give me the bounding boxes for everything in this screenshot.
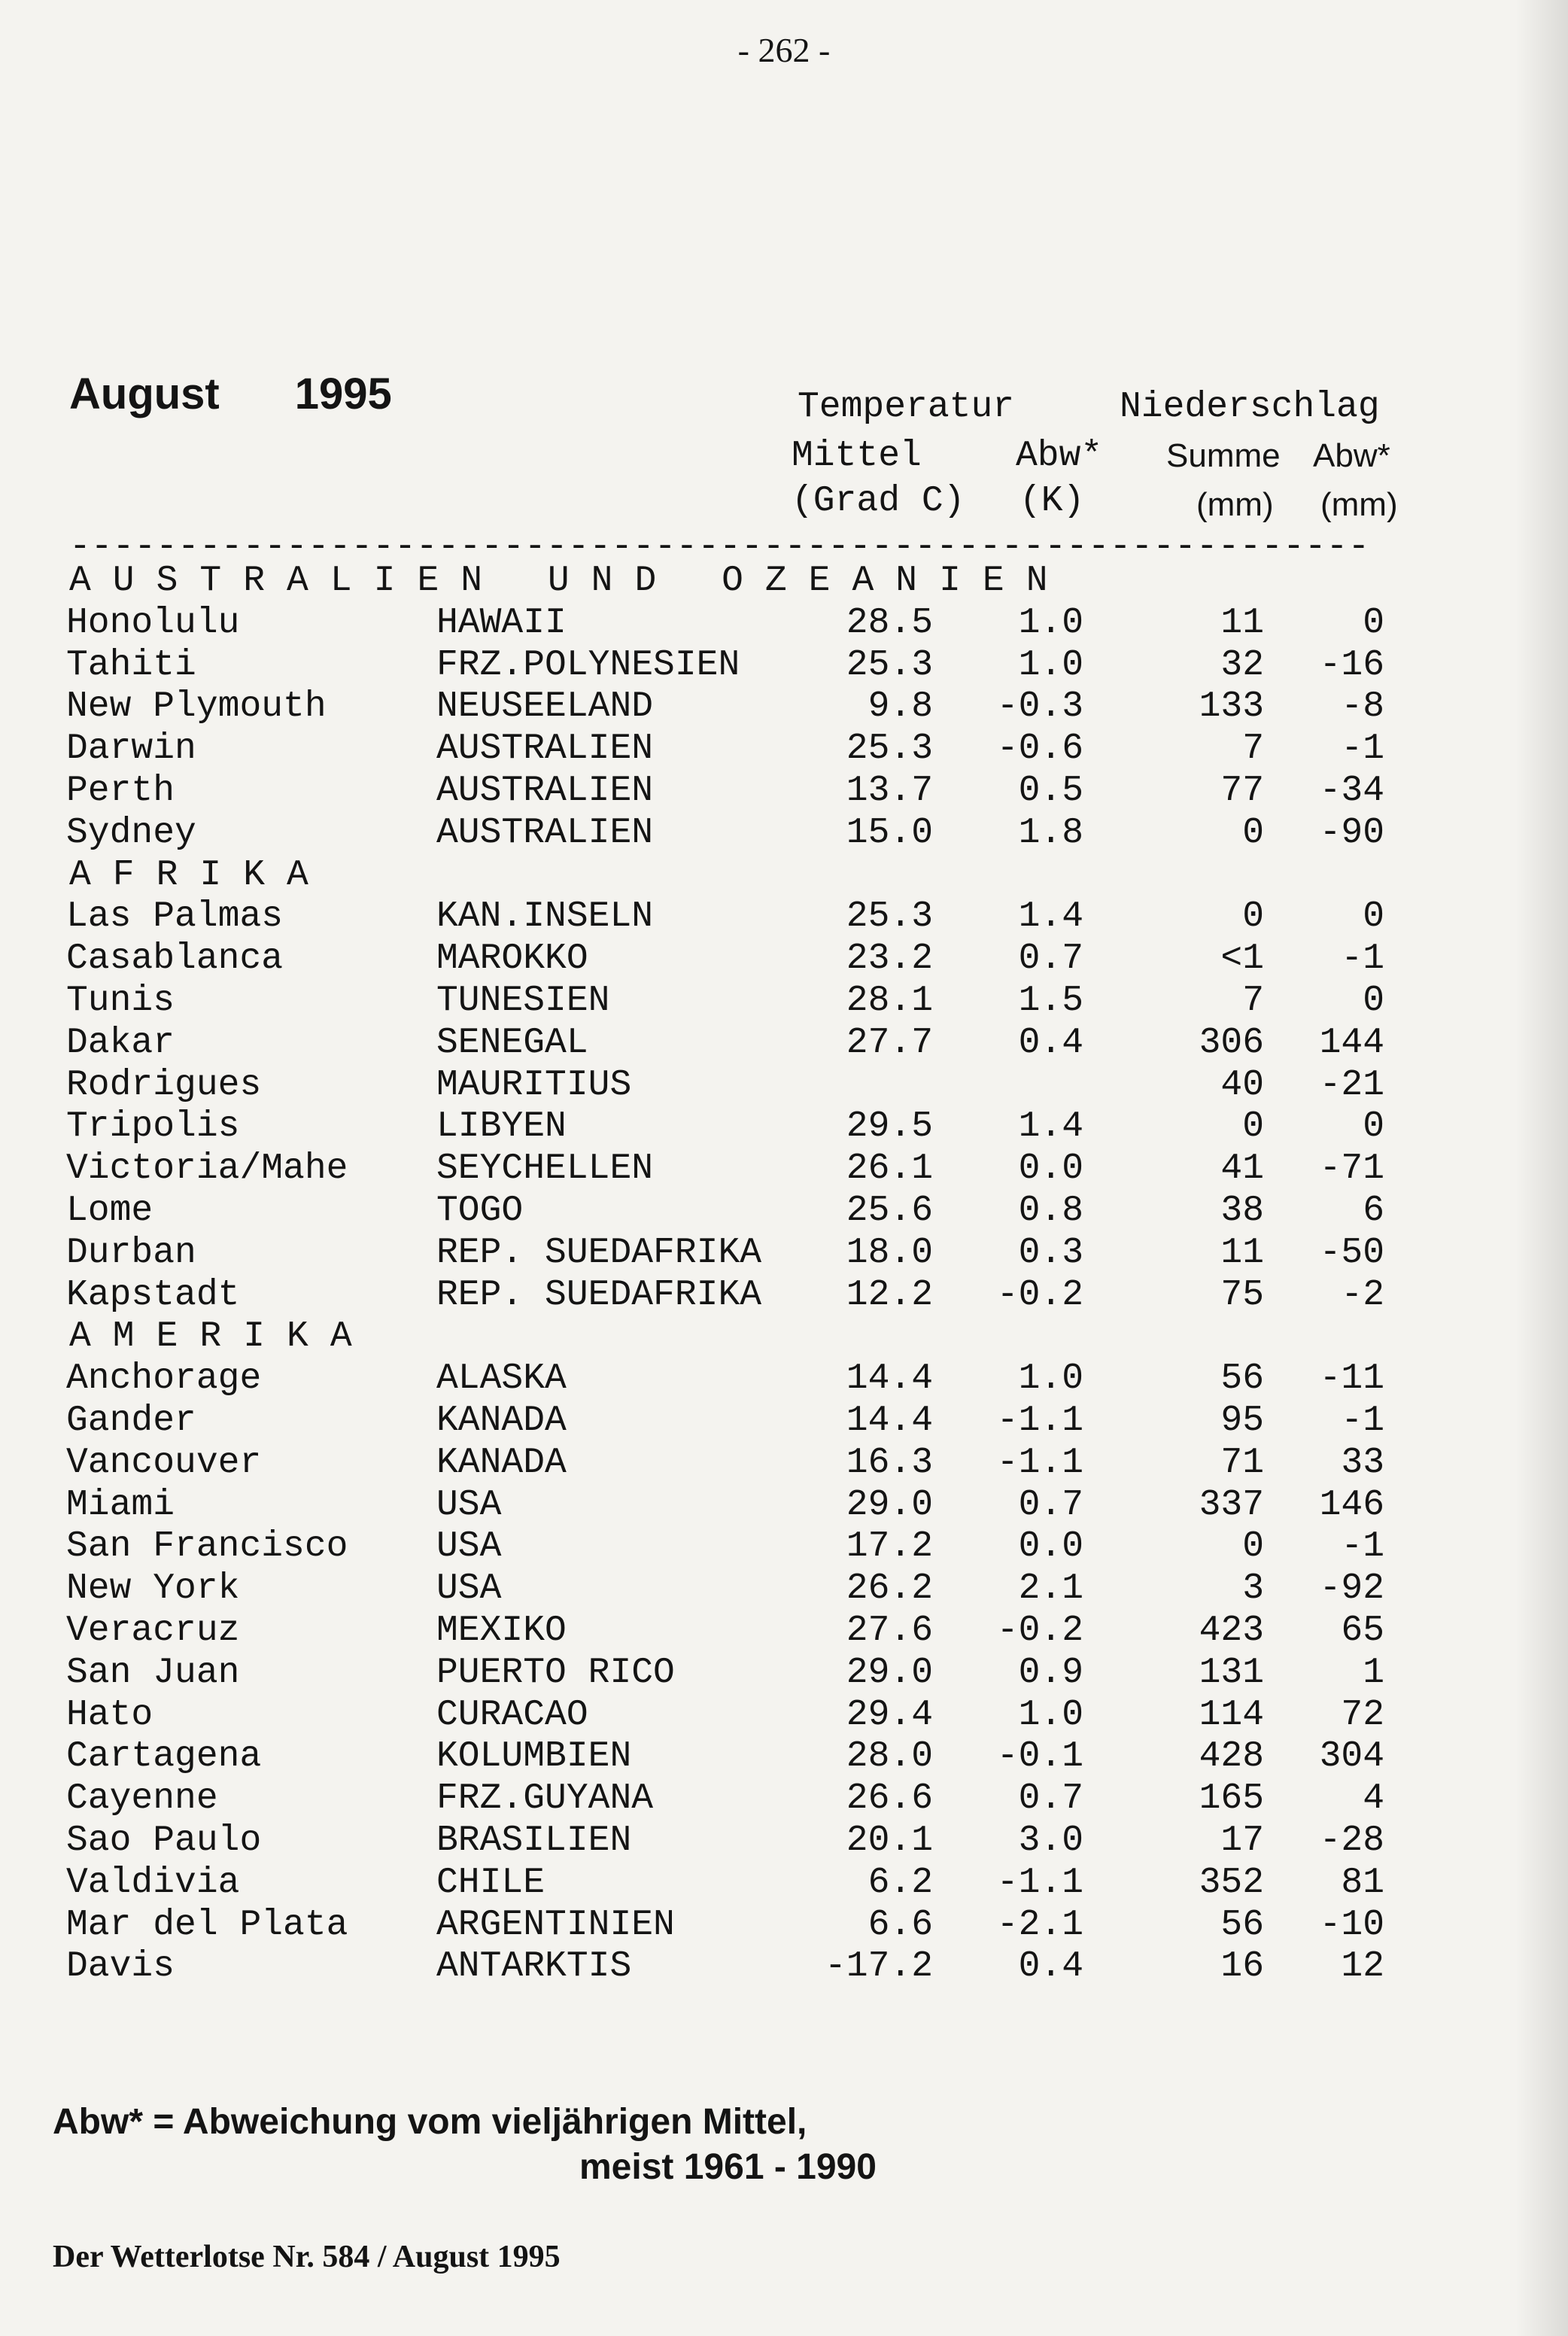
table-row	[0, 1233, 1568, 1275]
country-name: KANADA	[436, 1400, 567, 1441]
station-name: New York	[66, 1568, 240, 1610]
temperature-deviation: -0.2	[996, 1274, 1083, 1316]
station-name: Victoria/Mahe	[66, 1148, 348, 1190]
temperature-deviation: -0.3	[996, 686, 1083, 728]
country-name: HAWAII	[436, 602, 567, 643]
precipitation-sum: 32	[1220, 644, 1264, 686]
header-grad-c: (Grad C)	[792, 481, 965, 522]
region-heading-row	[0, 561, 1568, 603]
precipitation-deviation: -10	[1319, 1904, 1384, 1945]
table-row	[0, 1695, 1568, 1737]
station-name: Valdivia	[66, 1862, 240, 1903]
precipitation-sum: 38	[1220, 1190, 1264, 1231]
country-name: REP. SUEDAFRIKA	[436, 1274, 762, 1316]
precipitation-deviation: 0	[1363, 1106, 1384, 1148]
temperature-mean: 16.3	[846, 1442, 933, 1483]
precipitation-deviation: -8	[1341, 686, 1384, 728]
precipitation-deviation: 146	[1319, 1484, 1384, 1525]
table-row	[0, 938, 1568, 981]
temperature-deviation: 0.4	[1018, 1022, 1083, 1063]
temperature-mean: 13.7	[846, 770, 933, 811]
precipitation-sum: 77	[1220, 770, 1264, 811]
temperature-deviation: 0.3	[1018, 1232, 1083, 1273]
precipitation-sum: 131	[1199, 1652, 1264, 1693]
country-name: CHILE	[436, 1862, 545, 1903]
precipitation-deviation: 304	[1319, 1736, 1384, 1778]
page-number: - 262 -	[737, 31, 831, 69]
precipitation-deviation: 4	[1363, 1778, 1384, 1820]
temperature-deviation: -0.1	[996, 1736, 1083, 1778]
temperature-deviation: 3.0	[1018, 1820, 1083, 1861]
country-name: NEUSEELAND	[436, 686, 654, 728]
station-name: Anchorage	[66, 1358, 262, 1400]
station-name: Tripolis	[66, 1106, 240, 1148]
temperature-mean: 29.0	[846, 1652, 933, 1693]
temperature-mean: 29.5	[846, 1106, 933, 1148]
table-row	[0, 1485, 1568, 1527]
precipitation-sum: 428	[1199, 1736, 1264, 1778]
precipitation-sum: 75	[1220, 1274, 1264, 1316]
station-name: Dakar	[66, 1022, 175, 1063]
temperature-deviation: 0.4	[1018, 1946, 1083, 1988]
station-name: Durban	[66, 1232, 196, 1273]
precipitation-sum: 95	[1220, 1400, 1264, 1441]
country-name: USA	[436, 1526, 502, 1568]
table-row	[0, 771, 1568, 813]
header-unit-k: (K)	[1020, 481, 1085, 522]
country-name: TUNESIEN	[436, 980, 610, 1021]
station-name: Veracruz	[66, 1610, 240, 1651]
precipitation-sum: 165	[1199, 1778, 1264, 1820]
header-separator-rule: ------------------------------------------------------------	[69, 527, 1370, 567]
temperature-deviation: -0.2	[996, 1610, 1083, 1651]
footnote-line-2: meist 1961 - 1990	[579, 2147, 877, 2187]
country-name: USA	[436, 1568, 502, 1610]
precipitation-sum: 0	[1242, 1106, 1264, 1148]
station-name: Davis	[66, 1946, 175, 1988]
header-summe: Summe	[1166, 437, 1281, 474]
precipitation-sum: 3	[1242, 1568, 1264, 1610]
temperature-mean: 12.2	[846, 1274, 933, 1316]
temperature-deviation: -1.1	[996, 1862, 1083, 1903]
temperature-deviation: 2.1	[1018, 1568, 1083, 1610]
temperature-mean: 6.6	[868, 1904, 933, 1945]
country-name: ARGENTINIEN	[436, 1904, 675, 1945]
temperature-deviation: -2.1	[996, 1904, 1083, 1945]
table-row	[0, 1023, 1568, 1065]
table-row	[0, 1526, 1568, 1568]
station-name: Gander	[66, 1400, 196, 1441]
country-name: FRZ.POLYNESIEN	[436, 644, 740, 686]
footnote-line-1: Abw* = Abweichung vom vieljährigen Mittel,	[53, 2102, 807, 2142]
precipitation-sum: 11	[1220, 602, 1264, 643]
temperature-mean: 14.4	[846, 1400, 933, 1441]
region-heading-row	[0, 855, 1568, 897]
temperature-deviation: 0.9	[1018, 1652, 1083, 1693]
temperature-deviation: 0.5	[1018, 770, 1083, 811]
station-name: Sao Paulo	[66, 1820, 262, 1861]
temperature-deviation: -0.6	[996, 728, 1083, 770]
header-unit-mm-summe: (mm)	[1196, 486, 1274, 523]
temperature-mean: 25.6	[846, 1190, 933, 1231]
country-name: AUSTRALIEN	[436, 728, 654, 770]
table-row	[0, 1778, 1568, 1820]
precipitation-deviation: 81	[1341, 1862, 1384, 1903]
title-year: 1995	[294, 370, 392, 418]
temperature-deviation: 1.0	[1018, 644, 1083, 686]
temperature-mean: 17.2	[846, 1526, 933, 1568]
temperature-mean: 14.4	[846, 1358, 933, 1400]
temperature-deviation: 1.0	[1018, 1694, 1083, 1735]
table-row	[0, 645, 1568, 687]
precipitation-deviation: -28	[1319, 1820, 1384, 1861]
precipitation-deviation: 33	[1341, 1442, 1384, 1483]
precipitation-sum: 7	[1242, 728, 1264, 770]
station-name: Hato	[66, 1694, 153, 1735]
precipitation-deviation: 0	[1363, 602, 1384, 643]
precipitation-sum: 0	[1242, 812, 1264, 853]
station-name: Vancouver	[66, 1442, 262, 1483]
country-name: MAURITIUS	[436, 1064, 632, 1106]
station-name: Darwin	[66, 728, 196, 770]
precipitation-sum: 71	[1220, 1442, 1264, 1483]
temperature-deviation: -1.1	[996, 1400, 1083, 1441]
temperature-mean: 28.5	[846, 602, 933, 643]
precipitation-sum: 41	[1220, 1148, 1264, 1190]
precipitation-sum: 352	[1199, 1862, 1264, 1903]
station-name: Miami	[66, 1484, 175, 1525]
station-name: San Francisco	[66, 1526, 348, 1568]
precipitation-sum: 56	[1220, 1358, 1264, 1400]
temperature-mean: 26.6	[846, 1778, 933, 1820]
country-name: TOGO	[436, 1190, 524, 1231]
precipitation-deviation: -1	[1341, 1400, 1384, 1441]
country-name: REP. SUEDAFRIKA	[436, 1232, 762, 1273]
title-month: August	[69, 370, 220, 418]
precipitation-sum: 7	[1242, 980, 1264, 1021]
precipitation-sum: 40	[1220, 1064, 1264, 1106]
precipitation-sum: <1	[1220, 938, 1264, 980]
table-row	[0, 981, 1568, 1023]
temperature-mean: 25.3	[846, 896, 933, 938]
temperature-deviation: 0.0	[1018, 1526, 1083, 1568]
table-row	[0, 686, 1568, 728]
temperature-deviation: -1.1	[996, 1442, 1083, 1483]
temperature-deviation: 0.7	[1018, 1484, 1083, 1525]
table-row	[0, 1148, 1568, 1191]
precipitation-deviation: 6	[1363, 1190, 1384, 1231]
precipitation-deviation: -1	[1341, 1526, 1384, 1568]
header-niederschlag: Niederschlag	[1120, 387, 1380, 427]
temperature-mean: 28.1	[846, 980, 933, 1021]
header-abw-precipitation: Abw*	[1313, 437, 1390, 474]
table-row	[0, 1905, 1568, 1947]
station-name: Cartagena	[66, 1736, 262, 1778]
temperature-mean: 26.2	[846, 1568, 933, 1610]
temperature-deviation: 0.0	[1018, 1148, 1083, 1190]
country-name: ALASKA	[436, 1358, 567, 1400]
table-row	[0, 1191, 1568, 1233]
temperature-deviation: 0.7	[1018, 938, 1083, 980]
header-abw-temperature: Abw*	[1016, 436, 1103, 476]
temperature-mean: 6.2	[868, 1862, 933, 1903]
table-row	[0, 1611, 1568, 1653]
temperature-deviation: 1.4	[1018, 1106, 1083, 1148]
country-name: ANTARKTIS	[436, 1946, 632, 1988]
country-name: MAROKKO	[436, 938, 588, 980]
header-mittel: Mittel	[792, 436, 922, 476]
temperature-deviation: 0.8	[1018, 1190, 1083, 1231]
temperature-mean: 25.3	[846, 644, 933, 686]
temperature-deviation: 0.7	[1018, 1778, 1083, 1820]
precipitation-deviation: -34	[1319, 770, 1384, 811]
precipitation-sum: 423	[1199, 1610, 1264, 1651]
table-row	[0, 1736, 1568, 1778]
station-name: Perth	[66, 770, 175, 811]
precipitation-sum: 114	[1199, 1694, 1264, 1735]
precipitation-sum: 0	[1242, 896, 1264, 938]
station-name: Honolulu	[66, 602, 240, 643]
precipitation-sum: 337	[1199, 1484, 1264, 1525]
precipitation-deviation: 72	[1341, 1694, 1384, 1735]
table-row	[0, 1275, 1568, 1317]
precipitation-deviation: -1	[1341, 938, 1384, 980]
precipitation-sum: 11	[1220, 1232, 1264, 1273]
precipitation-sum: 16	[1220, 1946, 1264, 1988]
temperature-deviation: 1.8	[1018, 812, 1083, 853]
header-temperatur: Temperatur	[798, 387, 1015, 427]
temperature-mean: 23.2	[846, 938, 933, 980]
precipitation-sum: 17	[1220, 1820, 1264, 1861]
table-row	[0, 1653, 1568, 1695]
table-row	[0, 813, 1568, 855]
table-row	[0, 1443, 1568, 1485]
temperature-mean: 29.0	[846, 1484, 933, 1525]
precipitation-deviation: 144	[1319, 1022, 1384, 1063]
country-name: CURACAO	[436, 1694, 588, 1735]
country-name: SEYCHELLEN	[436, 1148, 654, 1190]
precipitation-sum: 0	[1242, 1526, 1264, 1568]
temperature-mean: 9.8	[868, 686, 933, 728]
precipitation-deviation: 12	[1341, 1946, 1384, 1988]
country-name: USA	[436, 1484, 502, 1525]
country-name: BRASILIEN	[436, 1820, 632, 1861]
precipitation-deviation: 0	[1363, 896, 1384, 938]
country-name: AUSTRALIEN	[436, 770, 654, 811]
precipitation-deviation: 65	[1341, 1610, 1384, 1651]
region-heading: AUSTRALIEN UND OZEANIEN	[69, 561, 1070, 601]
region-heading: AFRIKA	[69, 854, 330, 896]
temperature-mean: 20.1	[846, 1820, 933, 1861]
table-row	[0, 1401, 1568, 1443]
publication-footer: Der Wetterlotse Nr. 584 / August 1995	[53, 2240, 561, 2274]
temperature-deviation: 1.0	[1018, 602, 1083, 643]
country-name: PUERTO RICO	[436, 1652, 675, 1693]
station-name: Rodrigues	[66, 1064, 262, 1106]
station-name: Cayenne	[66, 1778, 218, 1820]
station-name: Kapstadt	[66, 1274, 240, 1316]
temperature-deviation: 1.4	[1018, 896, 1083, 938]
country-name: KANADA	[436, 1442, 567, 1483]
table-row	[0, 896, 1568, 938]
temperature-mean: 27.6	[846, 1610, 933, 1651]
station-name: Tahiti	[66, 644, 196, 686]
country-name: KOLUMBIEN	[436, 1736, 632, 1778]
country-name: KAN.INSELN	[436, 896, 654, 938]
station-name: Lome	[66, 1190, 153, 1231]
table-row	[0, 603, 1568, 645]
table-row	[0, 1820, 1568, 1863]
precipitation-deviation: -92	[1319, 1568, 1384, 1610]
precipitation-deviation: -16	[1319, 644, 1384, 686]
table-row	[0, 1106, 1568, 1148]
table-row	[0, 1065, 1568, 1107]
temperature-deviation: 1.5	[1018, 980, 1083, 1021]
footnote	[53, 2100, 1181, 2190]
precipitation-deviation: 0	[1363, 980, 1384, 1021]
station-name: Las Palmas	[66, 896, 284, 938]
temperature-deviation: 1.0	[1018, 1358, 1083, 1400]
precipitation-deviation: -50	[1319, 1232, 1384, 1273]
table-row	[0, 1358, 1568, 1401]
temperature-mean: 27.7	[846, 1022, 933, 1063]
station-name: Casablanca	[66, 938, 284, 980]
precipitation-deviation: -1	[1341, 728, 1384, 770]
temperature-mean: 25.3	[846, 728, 933, 770]
region-heading-row	[0, 1316, 1568, 1358]
page-title	[69, 369, 392, 419]
station-name: Mar del Plata	[66, 1904, 348, 1945]
precipitation-deviation: -11	[1319, 1358, 1384, 1400]
precipitation-deviation: -2	[1341, 1274, 1384, 1316]
table-row	[0, 1946, 1568, 1988]
region-heading: AMERIKA	[69, 1316, 374, 1358]
temperature-mean: 15.0	[846, 812, 933, 853]
country-name: MEXIKO	[436, 1610, 567, 1651]
station-name: Tunis	[66, 980, 175, 1021]
country-name: LIBYEN	[436, 1106, 567, 1148]
precipitation-deviation: -71	[1319, 1148, 1384, 1190]
table-row	[0, 728, 1568, 771]
climate-data-table	[0, 561, 1568, 1988]
station-name: New Plymouth	[66, 686, 327, 728]
country-name: SENEGAL	[436, 1022, 588, 1063]
temperature-mean: 28.0	[846, 1736, 933, 1778]
precipitation-deviation: 1	[1363, 1652, 1384, 1693]
precipitation-deviation: -21	[1319, 1064, 1384, 1106]
temperature-mean: 26.1	[846, 1148, 933, 1190]
table-row	[0, 1863, 1568, 1905]
country-name: AUSTRALIEN	[436, 812, 654, 853]
header-unit-mm-abw: (mm)	[1320, 486, 1398, 523]
station-name: San Juan	[66, 1652, 240, 1693]
temperature-mean: 29.4	[846, 1694, 933, 1735]
precipitation-deviation: -90	[1319, 812, 1384, 853]
temperature-mean: -17.2	[824, 1946, 933, 1988]
station-name: Sydney	[66, 812, 196, 853]
temperature-mean: 18.0	[846, 1232, 933, 1273]
precipitation-sum: 133	[1199, 686, 1264, 728]
country-name: FRZ.GUYANA	[436, 1778, 654, 1820]
table-row	[0, 1568, 1568, 1611]
precipitation-sum: 56	[1220, 1904, 1264, 1945]
precipitation-sum: 306	[1199, 1022, 1264, 1063]
